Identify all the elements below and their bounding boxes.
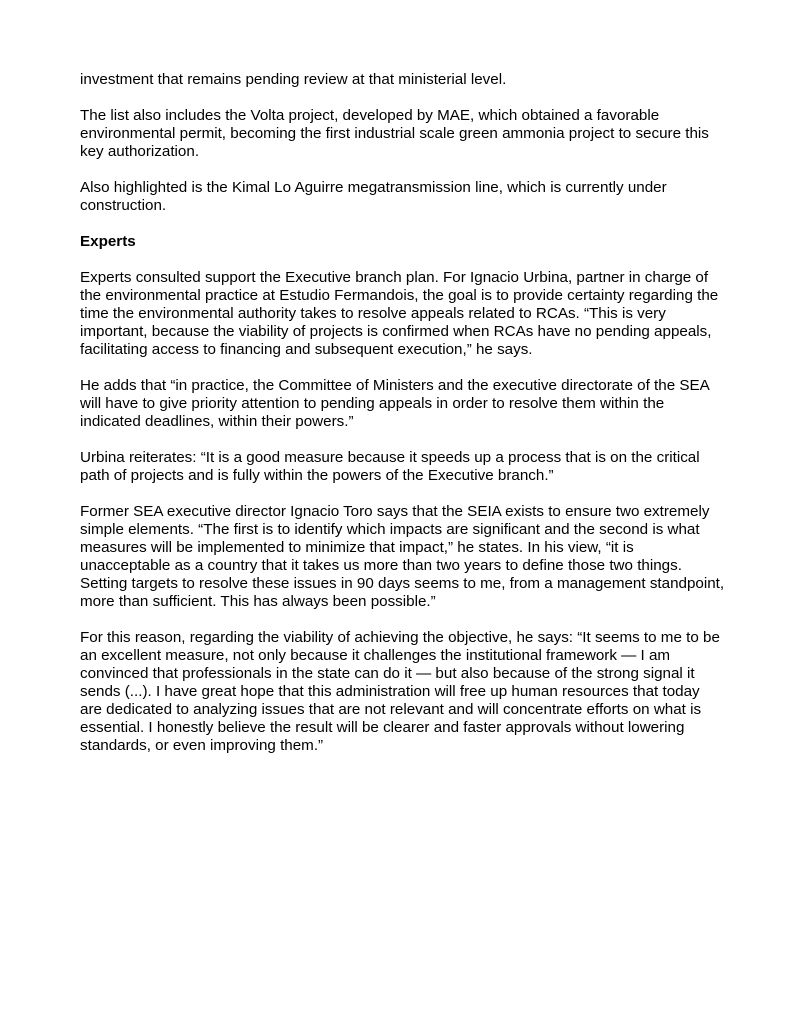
paragraph-kimal-line: Also highlighted is the Kimal Lo Aguirre megatransmission line, which is currently under construction.	[80, 179, 667, 214]
paragraph-pending-review: investment that remains pending review at that ministerial level.	[80, 71, 507, 88]
paragraph-urbina-intro: Experts consulted support the Executive branch plan. For Ignacio Urbina, partner in charge of the environmental practice at Estudio Fermandois, the goal is to provide certainty regarding the time the environmental authority takes to resolve appeals related to RCAs. “This is very important, because the viability of projects is confirmed when RCAs have no pending appeals, facilitating access to financing and subsequent execution,” he says.	[80, 269, 719, 358]
paragraph-urbina-reiterates: Urbina reiterates: “It is a good measure because it speeds up a process that is on the critical path of projects and is fully within the powers of the Executive branch.”	[80, 449, 700, 484]
paragraph-urbina-adds: He adds that “in practice, the Committee of Ministers and the executive directorate of the SEA will have to give priority attention to pending appeals in order to resolve them within the indicated deadlines, within their powers.”	[80, 377, 709, 430]
paragraph-toro-conclusion: For this reason, regarding the viability of achieving the objective, he says: “It seems to me to be an excellent measure, not only because it challenges the institutional framework — I am convinced that professionals in the state can do it — but also because of the strong signal it sends (...). I have great hope that this administration will free up human resources that today are dedicated to analyzing issues that are not relevant and will concentrate efforts on what is essential. I honestly believe the result will be clearer and faster approvals without lowering standards, or even improving them.”	[80, 629, 720, 754]
document-page	[80, 71, 725, 773]
section-heading-experts: Experts	[80, 233, 136, 250]
paragraph-volta-project: The list also includes the Volta project, developed by MAE, which obtained a favorable environmental permit, becoming the first industrial scale green ammonia project to secure this key authorization.	[80, 107, 709, 160]
paragraph-toro-statement: Former SEA executive director Ignacio Toro says that the SEIA exists to ensure two extremely simple elements. “The first is to identify which impacts are significant and the second is what measures will be implemented to minimize that impact,” he states. In his view, “it is unacceptable as a country that it takes us more than two years to define those two things. Setting targets to resolve these issues in 90 days seems to me, from a management standpoint, more than sufficient. This has always been possible.”	[80, 503, 725, 610]
